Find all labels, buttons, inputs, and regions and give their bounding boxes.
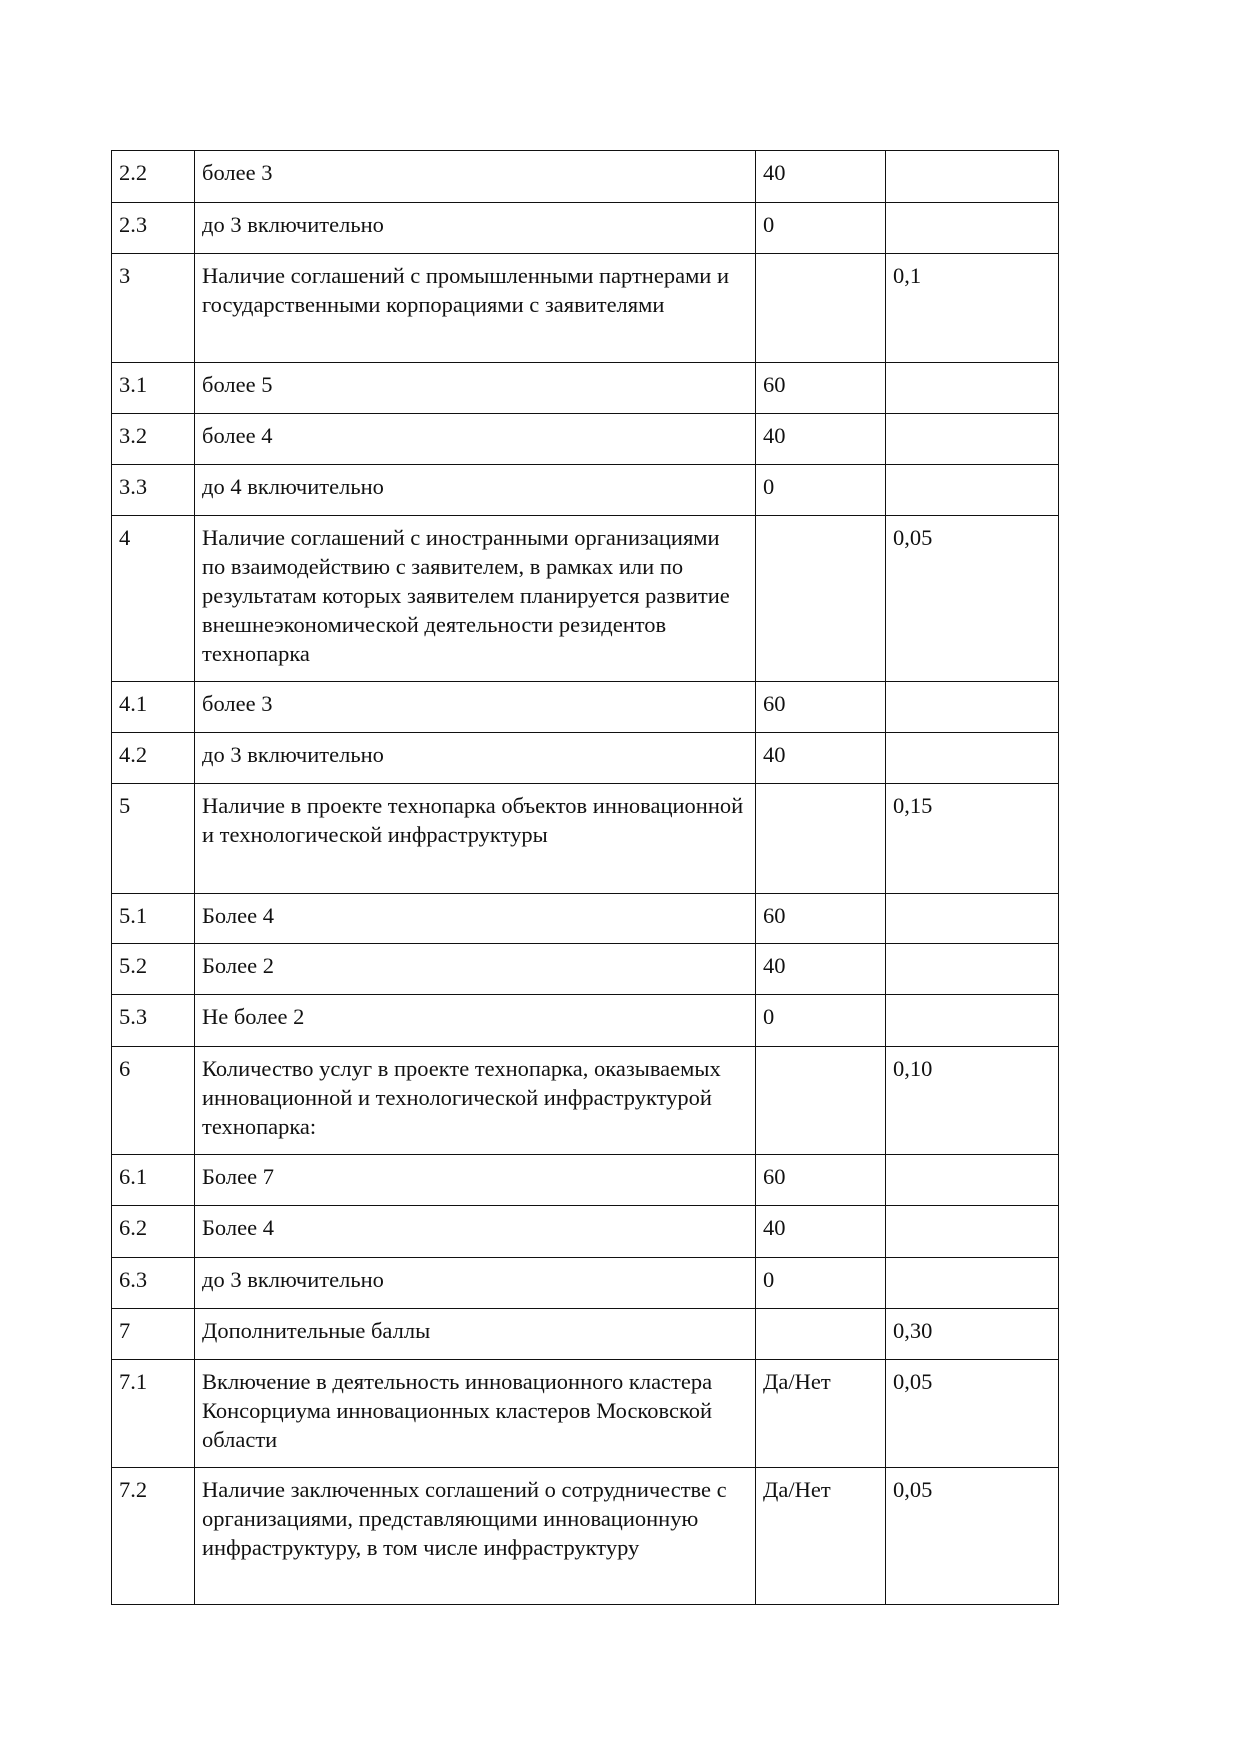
criterion-score-cell: 60 xyxy=(756,363,886,414)
table-row xyxy=(112,1360,1059,1468)
criterion-weight-cell: 0,15 xyxy=(886,784,1059,894)
criterion-weight-cell: 0,05 xyxy=(886,1360,1059,1468)
criterion-weight-cell xyxy=(886,1258,1059,1309)
criterion-number-cell: 2.3 xyxy=(112,203,195,254)
table-row xyxy=(112,1206,1059,1258)
criterion-name-cell: Более 4 xyxy=(195,894,756,944)
criterion-name-cell: Наличие соглашений с промышленными партнерами и государственными корпорациями с заявителями xyxy=(195,254,756,363)
criterion-score-cell xyxy=(756,1309,886,1360)
criterion-number-cell: 5.3 xyxy=(112,995,195,1047)
criterion-name-cell: более 3 xyxy=(195,682,756,733)
criterion-name-cell: Дополнительные баллы xyxy=(195,1309,756,1360)
criterion-number-cell: 3.1 xyxy=(112,363,195,414)
criterion-number-cell: 7.2 xyxy=(112,1468,195,1605)
criterion-score-cell: 40 xyxy=(756,151,886,203)
criterion-number-cell: 5 xyxy=(112,784,195,894)
criterion-score-cell xyxy=(756,516,886,682)
criterion-weight-cell: 0,10 xyxy=(886,1047,1059,1155)
criterion-number-cell: 6.3 xyxy=(112,1258,195,1309)
criterion-score-cell: 60 xyxy=(756,894,886,944)
criterion-number-cell: 6 xyxy=(112,1047,195,1155)
criterion-score-cell: 40 xyxy=(756,944,886,995)
criterion-name-cell: до 3 включительно xyxy=(195,733,756,784)
criterion-weight-cell xyxy=(886,894,1059,944)
criterion-weight-cell xyxy=(886,151,1059,203)
criterion-number-cell: 3 xyxy=(112,254,195,363)
criterion-number-cell: 5.2 xyxy=(112,944,195,995)
criterion-score-cell: 60 xyxy=(756,682,886,733)
criterion-score-cell: 0 xyxy=(756,465,886,516)
table-row xyxy=(112,1155,1059,1206)
criterion-score-cell: 0 xyxy=(756,203,886,254)
table-row xyxy=(112,1258,1059,1309)
criterion-number-cell: 6.2 xyxy=(112,1206,195,1258)
criterion-number-cell: 5.1 xyxy=(112,894,195,944)
criterion-weight-cell: 0,05 xyxy=(886,1468,1059,1605)
table-row xyxy=(112,894,1059,944)
criterion-weight-cell xyxy=(886,363,1059,414)
criterion-weight-cell xyxy=(886,733,1059,784)
table-row xyxy=(112,1047,1059,1155)
table-row xyxy=(112,363,1059,414)
criterion-weight-cell xyxy=(886,1206,1059,1258)
criterion-name-cell: Более 4 xyxy=(195,1206,756,1258)
criterion-number-cell: 3.3 xyxy=(112,465,195,516)
table-row xyxy=(112,203,1059,254)
criterion-name-cell: Количество услуг в проекте технопарка, оказываемых инновационной и технологической инфраструктурой технопарка: xyxy=(195,1047,756,1155)
criterion-score-cell: 40 xyxy=(756,414,886,465)
criterion-score-cell: 0 xyxy=(756,995,886,1047)
criterion-weight-cell xyxy=(886,682,1059,733)
criterion-number-cell: 7 xyxy=(112,1309,195,1360)
criterion-name-cell: Более 7 xyxy=(195,1155,756,1206)
criterion-name-cell: более 5 xyxy=(195,363,756,414)
criterion-name-cell: до 3 включительно xyxy=(195,1258,756,1309)
criterion-weight-cell xyxy=(886,414,1059,465)
criterion-number-cell: 3.2 xyxy=(112,414,195,465)
table-row xyxy=(112,733,1059,784)
table-row xyxy=(112,465,1059,516)
table-row xyxy=(112,995,1059,1047)
table-row xyxy=(112,254,1059,363)
table-row xyxy=(112,682,1059,733)
criterion-score-cell: 40 xyxy=(756,1206,886,1258)
table-row xyxy=(112,151,1059,203)
criterion-number-cell: 2.2 xyxy=(112,151,195,203)
table-row xyxy=(112,516,1059,682)
criterion-weight-cell xyxy=(886,1155,1059,1206)
table-row xyxy=(112,944,1059,995)
criterion-name-cell: более 4 xyxy=(195,414,756,465)
criteria-table xyxy=(111,150,1059,1605)
criterion-name-cell: до 4 включительно xyxy=(195,465,756,516)
criterion-number-cell: 7.1 xyxy=(112,1360,195,1468)
criterion-score-cell: 40 xyxy=(756,733,886,784)
criterion-score-cell xyxy=(756,784,886,894)
table-row xyxy=(112,414,1059,465)
criterion-score-cell: 60 xyxy=(756,1155,886,1206)
criterion-name-cell: Наличие заключенных соглашений о сотрудничестве с организациями, представляющими инновационную инфраструктуру, в том числе инфраструктуру xyxy=(195,1468,756,1605)
criterion-number-cell: 4.2 xyxy=(112,733,195,784)
criterion-weight-cell: 0,30 xyxy=(886,1309,1059,1360)
criterion-weight-cell: 0,05 xyxy=(886,516,1059,682)
criterion-name-cell: Включение в деятельность инновационного кластера Консорциума инновационных кластеров Московской области xyxy=(195,1360,756,1468)
criterion-score-cell: Да/Нет xyxy=(756,1468,886,1605)
criterion-name-cell: Более 2 xyxy=(195,944,756,995)
table-row xyxy=(112,1468,1059,1605)
criterion-score-cell: Да/Нет xyxy=(756,1360,886,1468)
criterion-name-cell: более 3 xyxy=(195,151,756,203)
table-row xyxy=(112,784,1059,894)
criterion-name-cell: Наличие в проекте технопарка объектов инновационной и технологической инфраструктуры xyxy=(195,784,756,894)
criterion-weight-cell: 0,1 xyxy=(886,254,1059,363)
criterion-name-cell: до 3 включительно xyxy=(195,203,756,254)
table-row xyxy=(112,1309,1059,1360)
criterion-weight-cell xyxy=(886,203,1059,254)
criterion-weight-cell xyxy=(886,465,1059,516)
criterion-weight-cell xyxy=(886,995,1059,1047)
criterion-number-cell: 4.1 xyxy=(112,682,195,733)
criterion-name-cell: Наличие соглашений с иностранными организациями по взаимодействию с заявителем, в рамках или по результатам которых заявителем планируется развитие внешнеэкономической деятельности резидентов технопарка xyxy=(195,516,756,682)
criteria-table-body xyxy=(112,151,1059,1605)
criterion-score-cell xyxy=(756,1047,886,1155)
criterion-name-cell: Не более 2 xyxy=(195,995,756,1047)
criterion-score-cell xyxy=(756,254,886,363)
criterion-number-cell: 4 xyxy=(112,516,195,682)
criterion-number-cell: 6.1 xyxy=(112,1155,195,1206)
criterion-weight-cell xyxy=(886,944,1059,995)
criterion-score-cell: 0 xyxy=(756,1258,886,1309)
